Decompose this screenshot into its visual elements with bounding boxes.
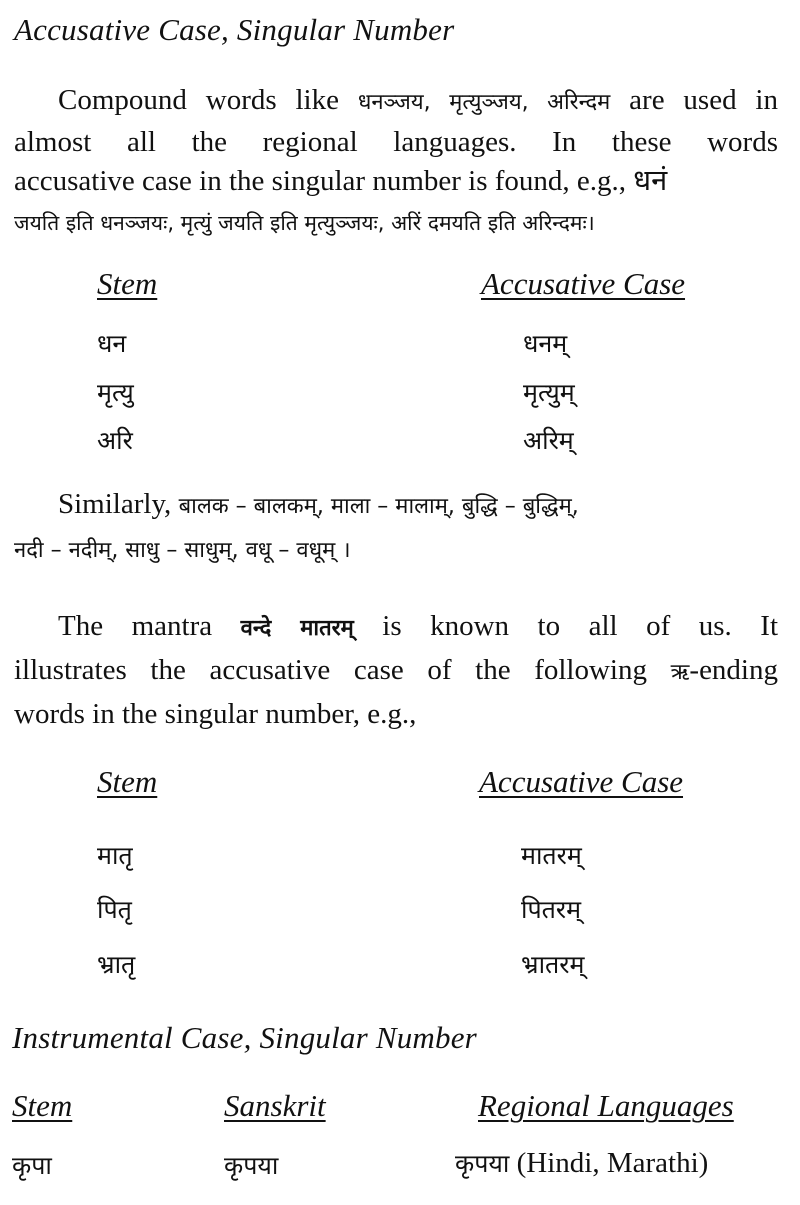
table-cell-case: भ्रातरम् [521, 950, 585, 979]
paragraph-line [14, 650, 778, 693]
text-run: is known to all of us. It [353, 610, 778, 642]
text-run: The mantra [58, 610, 241, 642]
devanagari-run: कृपया [455, 1149, 510, 1178]
text-run: -ending [689, 654, 778, 686]
table-cell-case: मृत्युम् [523, 378, 575, 407]
table-cell-case: अरिम् [523, 426, 574, 455]
column-header-stem: Stem [97, 266, 158, 301]
devanagari-run: धनञ्जय, मृत्युञ्जय, अरिन्दम [357, 90, 611, 115]
devanagari-run: नदी – नदीम्, साधु – साधुम्, वधू – वधूम् । [14, 538, 351, 563]
text-run: (Hindi, Marathi) [509, 1147, 709, 1179]
table-cell-sanskrit: कृपया [224, 1151, 279, 1180]
devanagari-run: ऋ [670, 660, 690, 685]
text-run: Compound words like [58, 84, 358, 116]
table-cell-stem: भ्रातृ [97, 950, 136, 979]
table-cell-regional [455, 1146, 708, 1180]
table-cell-stem: पितृ [97, 895, 132, 924]
column-header-regional: Regional Languages [478, 1088, 734, 1123]
section-heading-instrumental: Instrumental Case, Singular Number [12, 1020, 477, 1055]
text-run: are used in [610, 84, 778, 116]
paragraph-line: words in the singular number, e.g., [14, 698, 417, 730]
table-cell-case: पितरम् [521, 895, 582, 924]
paragraph-line [14, 528, 778, 571]
text-run: Similarly, [58, 488, 179, 520]
table-cell-stem: मृत्यु [97, 378, 134, 407]
table-cell-case: धनम् [523, 329, 568, 358]
paragraph-line [58, 606, 778, 649]
devanagari-run: बालक – बालकम्, माला – मालाम्, बुद्धि – बुद्धिम्, [178, 494, 579, 519]
paragraph-line [14, 201, 778, 243]
paragraph-line [58, 484, 778, 527]
devanagari-run: जयति इति धनञ्जयः, मृत्युं जयति इति मृत्युञ्जयः, अरिं दमयति इति अरिन्दमः। [14, 211, 595, 235]
table-cell-stem: अरि [97, 426, 133, 455]
table-cell-stem: मातृ [97, 841, 133, 870]
table-cell-case: मातरम् [521, 841, 582, 870]
column-header-accusative: Accusative Case [481, 266, 686, 301]
column-header-stem: Stem [12, 1088, 73, 1123]
text-run: illustrates the accusative case of the following [14, 654, 671, 686]
paragraph-line [14, 161, 778, 201]
column-header-accusative: Accusative Case [479, 764, 684, 799]
paragraph-line: almost all the regional languages. In these words [14, 126, 778, 158]
table-cell-stem: धन [97, 329, 127, 358]
column-header-stem: Stem [97, 764, 158, 799]
paragraph-line [58, 80, 778, 123]
section-heading-accusative: Accusative Case, Singular Number [14, 12, 455, 47]
column-header-sanskrit: Sanskrit [224, 1088, 326, 1123]
devanagari-run: वन्दे मातरम् [240, 616, 354, 641]
table-cell-stem: कृपा [12, 1151, 52, 1180]
text-run: accusative case in the singular number is found, e.g., धनं [14, 165, 668, 197]
